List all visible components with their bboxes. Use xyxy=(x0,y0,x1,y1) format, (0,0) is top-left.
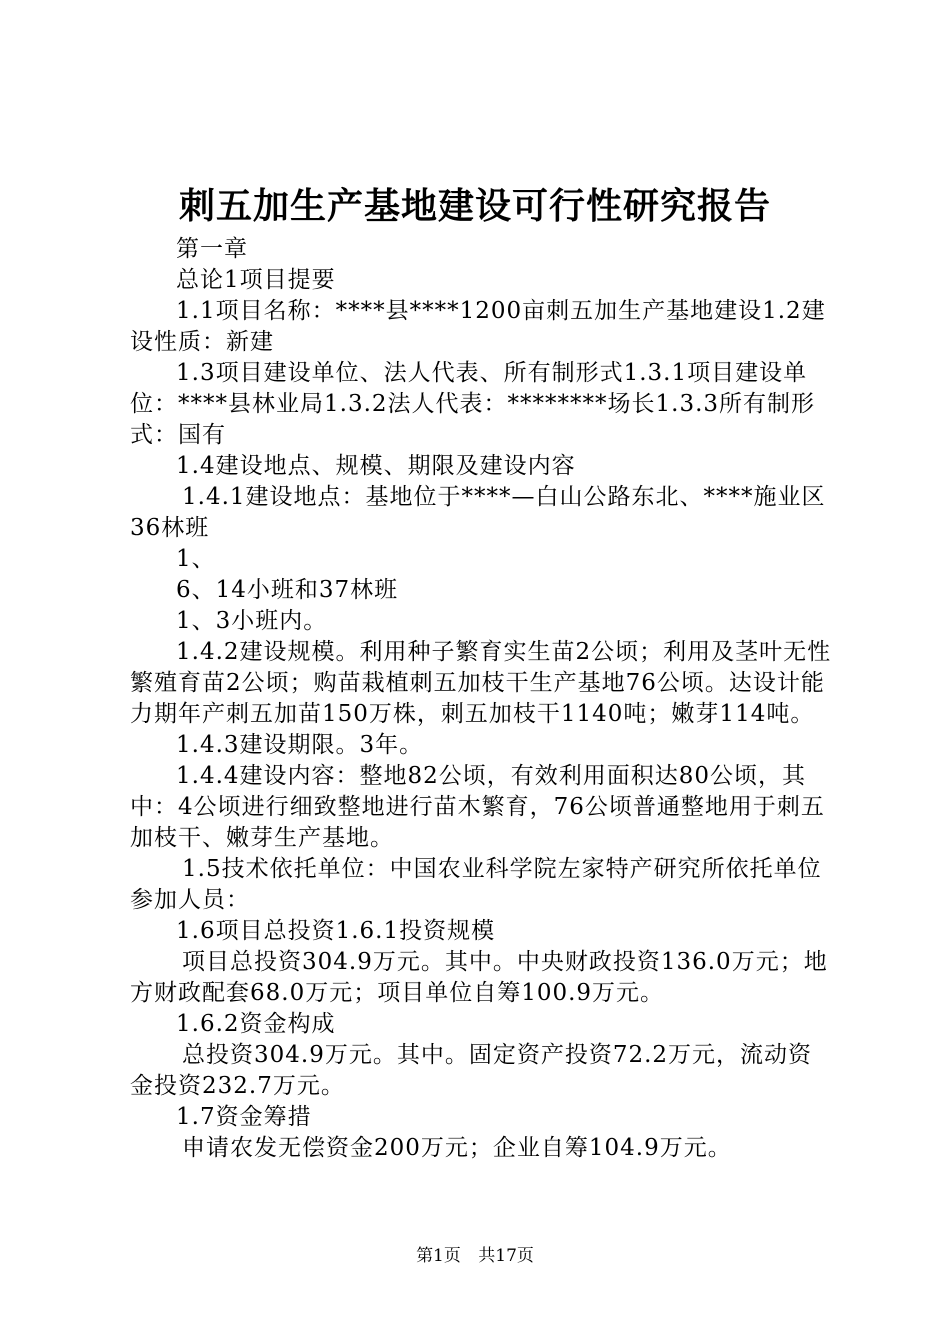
paragraph: 1、3小班内。 xyxy=(176,608,328,634)
paragraph: 1、 xyxy=(176,546,216,572)
paragraph: 1.4.2建设规模。利用种子繁育实生苗2公顷；利用及茎叶无性繁殖育苗2公顷；购苗栽植刺五加枝干生产基地76公顷。达设计能力期年产刺五加苗150万株，刺五加枝干1140吨；嫩芽114吨。 xyxy=(130,639,832,727)
paragraph: 6、14小班和37林班 xyxy=(176,577,399,603)
paragraph: 总论1项目提要 xyxy=(176,267,336,293)
paragraph: 1.5技术依托单位：中国农业科学院左家特产研究所依托单位参加人员： xyxy=(130,856,822,913)
paragraph: 1.4建设地点、规模、期限及建设内容 xyxy=(176,453,576,479)
document-body xyxy=(130,234,835,1164)
paragraph: 1.4.3建设期限。3年。 xyxy=(176,732,424,758)
page-total: 共17页 xyxy=(478,1246,534,1266)
paragraph: 1.1项目名称：****县****1200亩刺五加生产基地建设1.2建设性质：新建 xyxy=(130,298,826,355)
paragraph: 1.4.4建设内容：整地82公顷，有效利用面积达80公顷，其中：4公顷进行细致整地进行苗木繁育，76公顷普通整地用于刺五加枝干、嫩芽生产基地。 xyxy=(130,763,825,851)
document-title: 刺五加生产基地建设可行性研究报告 xyxy=(178,186,771,227)
paragraph: 1.6项目总投资1.6.1投资规模 xyxy=(176,918,496,944)
paragraph: 1.7资金筹措 xyxy=(176,1104,312,1130)
paragraph: 总投资304.9万元。其中。固定资产投资72.2万元，流动资金投资232.7万元。 xyxy=(130,1042,813,1099)
paragraph: 项目总投资304.9万元。其中。中央财政投资136.0万元；地方财政配套68.0万元；项目单位自筹100.9万元。 xyxy=(130,949,828,1006)
page-footer xyxy=(0,1244,950,1268)
paragraph: 1.6.2资金构成 xyxy=(176,1011,336,1037)
page-number: 第1页 xyxy=(416,1246,461,1266)
paragraph: 1.4.1建设地点：基地位于****—白山公路东北、****施业区36林班 xyxy=(130,484,826,541)
paragraph: 1.3项目建设单位、法人代表、所有制形式1.3.1项目建设单位：****县林业局1.3.2法人代表：********场长1.3.3所有制形式：国有 xyxy=(130,360,816,448)
paragraph: 申请农发无偿资金200万元；企业自筹104.9万元。 xyxy=(182,1135,732,1161)
paragraph: 第一章 xyxy=(176,236,248,262)
